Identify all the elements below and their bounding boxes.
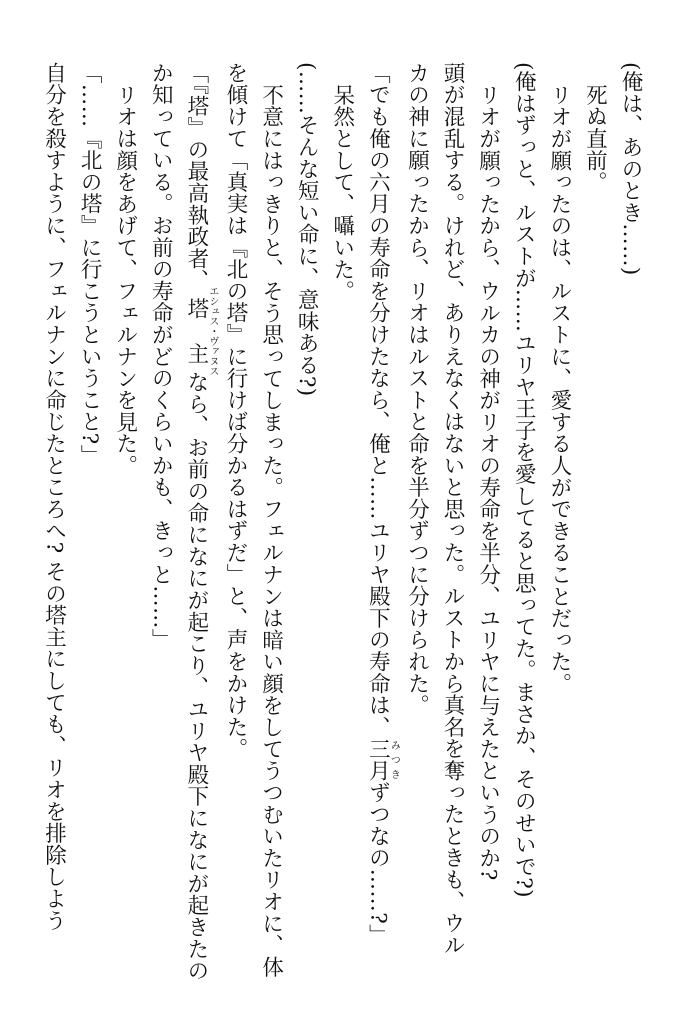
furigana-ruby: 三月みつき: [365, 737, 400, 782]
text-line: (俺はずっと、ルストが……ユリヤ王子を愛してると思ってた。まさか、そのせいで?): [511, 62, 537, 898]
vertical-text-block: [36, 62, 648, 982]
text-line: リオが願ったから、ウルカの神がリオの寿命を半分、ユリヤに与えたというのか?: [475, 83, 501, 881]
furigana-reading: みつき: [388, 737, 400, 782]
text-line: 「……『北の塔』に行こうということ?」: [77, 62, 103, 467]
text-line: リオは顔をあげて、フェルナンを見た。: [112, 83, 138, 476]
furigana-reading: エシュス・ヴァヌス: [206, 286, 218, 377]
text-line: 死ぬ直前。: [582, 83, 608, 193]
text-line: 呆然として、囁いた。: [329, 83, 355, 302]
text-line: 不意にはっきりと、そう思ってしまった。フェルナンは暗い顔をしてうつむいたリオに、体: [258, 83, 284, 978]
text-line: 「『塔』の最高執政者、塔主エシュス・ヴァヌスなら、お前の命になにが起こり、ユリヤ殿下になにが起きたの: [183, 62, 218, 982]
text-line: 「でも俺の六月の寿命を分けたなら、俺と……ユリヤ殿下の寿命は、三月みつきずつなの……?」: [365, 62, 400, 946]
text-line: カの神に願ったから、リオはルストと命を半分ずつに分けられた。: [404, 62, 430, 716]
text-line: リオが願ったのは、ルストに、愛する人ができることだった。: [546, 83, 572, 694]
text-line: か知っている。お前の寿命がどのくらいかも、きっと……」: [148, 62, 174, 651]
text-line: 自分を殺すように、フェルナンに命じたところへ? その塔主にしても、リオを排除しよう: [41, 62, 67, 932]
text-line: (……そんな短い命に、意味ある?): [294, 62, 320, 397]
furigana-ruby: 塔主エシュス・ヴァヌス: [183, 286, 218, 377]
text-line: 頭が混乱する。けれど、ありえなくはないと思った。ルストから真名を奪ったときも、ウル: [440, 62, 466, 956]
text-line: (俺は、あのとき……): [618, 62, 643, 276]
text-line: を傾けて「真実は『北の塔』に行けば分かるはずだ」と、声をかけた。: [222, 62, 248, 760]
